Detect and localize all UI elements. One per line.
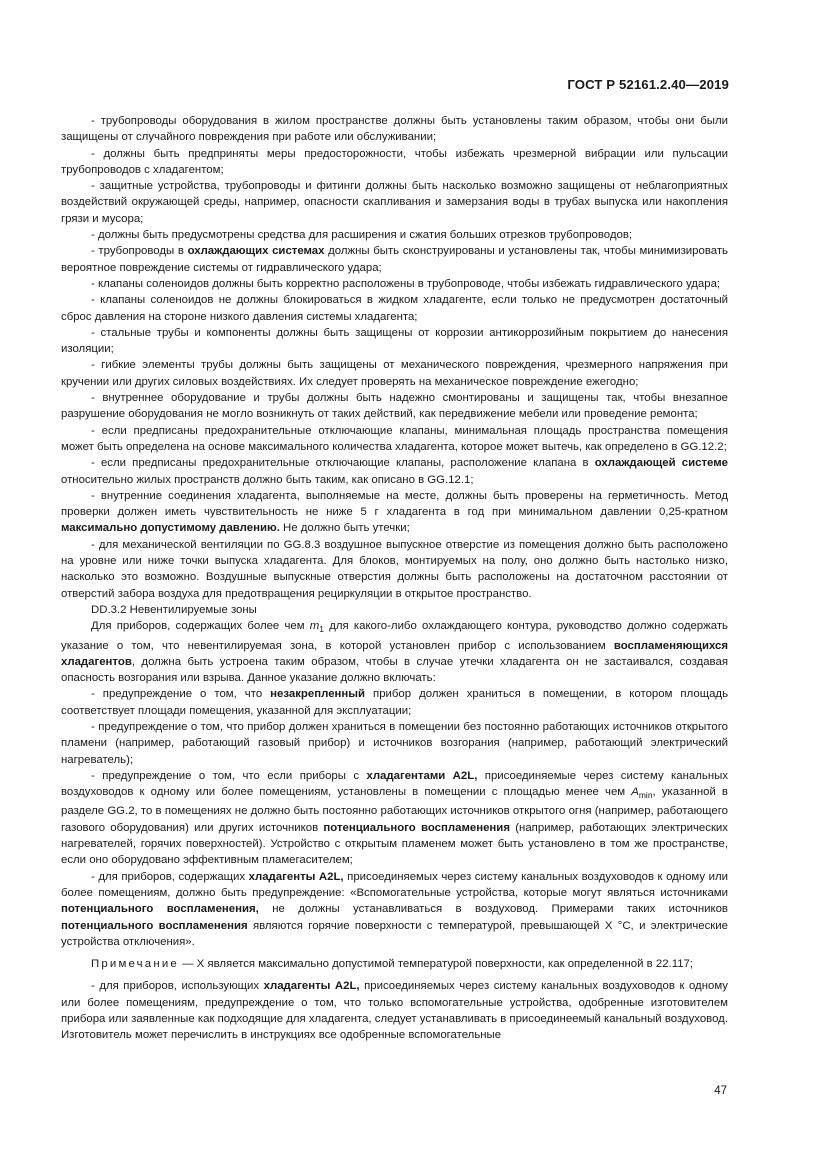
text-run: - трубопроводы в xyxy=(91,245,188,258)
text-run: присоединяемые через систему канальных воздуховодов к одному или более помещениям, установлены в помещении с площадью менее чем xyxy=(61,769,729,799)
document-body xyxy=(61,113,728,1044)
bold-term: хладагенты A2L, xyxy=(263,980,360,993)
text-run: A xyxy=(631,786,639,799)
text-run: - если предписаны предохранительные отключающие клапаны, расположение клапана в xyxy=(91,457,595,470)
bold-term: потенциального воспламенения xyxy=(323,821,510,834)
body-paragraph xyxy=(61,719,728,768)
text-run: относительно жилых пространств должно быть таким, как описано в GG.12.1; xyxy=(61,473,474,486)
text-run: m xyxy=(309,620,320,633)
bold-term: максимально допустимому давлению. xyxy=(61,522,280,535)
note-label: Примечание xyxy=(91,958,179,971)
text-run: - предупреждение о том, что xyxy=(91,688,271,701)
text-run: являются горячие поверхности с температурой, превышающей X °C, и электрические устройства отключения». xyxy=(61,919,728,948)
body-paragraph xyxy=(61,488,728,537)
bold-term: хладагенты A2L, xyxy=(248,870,344,883)
text-run: Не должно быть утечки; xyxy=(279,522,410,535)
body-paragraph xyxy=(61,686,728,719)
body-paragraph xyxy=(61,455,728,488)
body-paragraph xyxy=(61,113,728,146)
text-run: - стальные трубы и компоненты должны быть защищены от коррозии антикоррозийным покрытием до нанесения изоляции; xyxy=(61,326,728,356)
body-paragraph xyxy=(61,602,728,618)
text-run: Для приборов, содержащих более чем xyxy=(91,620,310,633)
text-run: должны быть сконструированы и установлены так, чтобы минимизировать вероятное повреждение системы от гидравлического удара; xyxy=(61,245,728,274)
bold-term: воспламеняющихся хладагентов xyxy=(61,639,728,668)
text-run: не должны устанавливаться в воздуховод. Примерами таких источников xyxy=(258,903,728,916)
text-run: - клапаны соленоидов не должны блокироваться в жидком хладагенте, если только не предусмотрен достаточный сброс давления на стороне низкого давления системы хладагента; xyxy=(61,294,728,323)
body-paragraph xyxy=(61,146,728,179)
body-paragraph xyxy=(61,869,728,950)
body-paragraph xyxy=(61,423,728,456)
text-run: - предупреждение о том, что если приборы с xyxy=(91,769,367,782)
text-run: - для приборов, использующих xyxy=(91,980,264,993)
body-paragraph xyxy=(61,978,728,1043)
body-paragraph xyxy=(61,390,728,423)
body-paragraph xyxy=(61,178,728,227)
text-run: - должны быть предприняты меры предосторожности, чтобы избежать чрезмерной вибрации или пульсации трубопроводов с хладагентом; xyxy=(61,147,728,176)
text-run: - для механической вентиляции по GG.8.3 воздушное выпускное отверстие из помещения должно быть расположено на уровне или ниже точки выпуска хладагента. Для блоков, монтируемых на полу, оно должно быть настолько низко, насколько это возможно. Воздушные выпускные отверстия должны быть расположены на достаточном расстоянии от отверстий забора воздуха для предотвращения рециркуляции в открытое пространство. xyxy=(61,538,728,600)
note-paragraph xyxy=(61,956,728,972)
text-run: - защитные устройства, трубопроводы и фитинги должны быть насколько возможно защищены от неблагоприятных воздействий окружающей среды, например, опасности скапливания и замерзания воды в трубах выпуска или накопления грязи и мусора; xyxy=(61,180,728,225)
body-paragraph xyxy=(61,227,728,243)
text-run: — X является максимально допустимой температурой поверхности, как определенной в 22.117; xyxy=(178,958,694,971)
body-paragraph xyxy=(61,357,728,390)
bold-term: потенциального воспламенения, xyxy=(61,903,259,916)
document-header: ГОСТ Р 52161.2.40—2019 xyxy=(567,77,729,92)
body-paragraph xyxy=(61,276,728,292)
text-run: min xyxy=(638,790,653,801)
body-paragraph xyxy=(61,243,728,276)
text-run: (например, работающих электрических нагревателей, горячих поверхностей). Устройство с открытым пламенем может быть установлено в том же пространстве, если оно оборудовано эффективным пламегасителем; xyxy=(61,821,728,867)
body-paragraph xyxy=(61,292,728,325)
bold-term: хладагентами A2L, xyxy=(366,769,478,782)
text-run: - внутренние соединения хладагента, выполняемые на месте, должны быть проверены на герметичность. Метод проверки должен иметь чувствительность не ниже 5 г хладагента в год при минимальном давлении 0,25-кратном xyxy=(61,489,728,519)
text-run: - внутреннее оборудование и трубы должны быть надежно смонтированы и защищены так, чтобы внезапное разрушение оборудования не могло возникнуть от таких действий, как передвижение мебели или проведение ремонта; xyxy=(61,392,728,421)
page-number: 47 xyxy=(714,1085,727,1097)
text-run: прибор должен храниться в помещении, в котором площадь соответствует площади помещения, указанной для эксплуатации; xyxy=(61,688,729,717)
text-run: - должны быть предусмотрены средства для расширения и сжатия больших отрезков трубопроводов; xyxy=(91,229,633,242)
text-run: - если предписаны предохранительные отключающие клапаны, минимальная площадь пространства помещения может быть определена на основе максимального количества хладагента, которое может вытечь, как определено в GG.12.2; xyxy=(61,424,728,453)
bold-term: потенциального воспламенения xyxy=(61,919,248,932)
text-run: - гибкие элементы трубы должны быть защищены от механического повреждения, чрезмерного напряжения при кручении или других силовых воздействиях. Их следует проверять на механическое повреждение ежегодно; xyxy=(61,359,728,388)
body-paragraph xyxy=(61,768,728,869)
text-run: - трубопроводы оборудования в жилом пространстве должны быть установлены таким образом, чтобы они были защищены от случайного повреждения при работе или обслуживании; xyxy=(61,115,728,144)
body-paragraph xyxy=(61,618,728,686)
text-run: - для приборов, содержащих xyxy=(91,870,249,883)
text-run: присоединяемых через систему канальных воздуховодов к одному или более помещениям, предупреждение о том, что только вспомогательные устройства, одобренные изготовителем прибора или заявленные как подходящие для хладагента, следует устанавливать в присоединеемый канальный воздуховод. Изготовитель может перечислить в инструкциях все одобренные вспомогательные xyxy=(61,980,728,1042)
text-run: для какого-либо охлаждающего контура, руководство должно содержать указание о том, что невентилируемая зона, в которой установлен прибор с использованием xyxy=(61,620,728,652)
bold-term: охлаждающих системах xyxy=(187,245,325,258)
body-paragraph xyxy=(61,325,728,358)
text-run: присоединяемых через систему канальных воздуховодов к одному или более помещениям, должно быть предупреждение: «Вспомогательные устройства, которые могут являться источниками xyxy=(61,870,728,899)
text-run: DD.3.2 Невентилируемые зоны xyxy=(91,603,257,616)
text-run: , указанной в разделе GG.2, то в помещениях не должно быть постоянно работающих источников открытого огня (например, работающего газового оборудования) или других источников xyxy=(61,786,728,834)
text-run: , должна быть устроена таким образом, чтобы в случае утечки хладагента он не застаивался, создавая опасность возгорания или взрыва. Данное указание должно включать: xyxy=(61,655,728,685)
text-run: - предупреждение о том, что прибор должен храниться в помещении без постоянно работающих источников открытого пламени (например, работающий газовый прибор) и источников возгорания (например, работающий электрический нагреватель); xyxy=(61,720,728,766)
bold-term: охлаждающей системе xyxy=(594,457,728,470)
bold-term: незакрепленный xyxy=(270,688,366,701)
body-paragraph xyxy=(61,537,728,602)
text-run: - клапаны соленоидов должны быть корректно расположены в трубопроводе, чтобы избежать гидравлического удара; xyxy=(91,277,721,290)
text-run: 1 xyxy=(319,624,325,635)
